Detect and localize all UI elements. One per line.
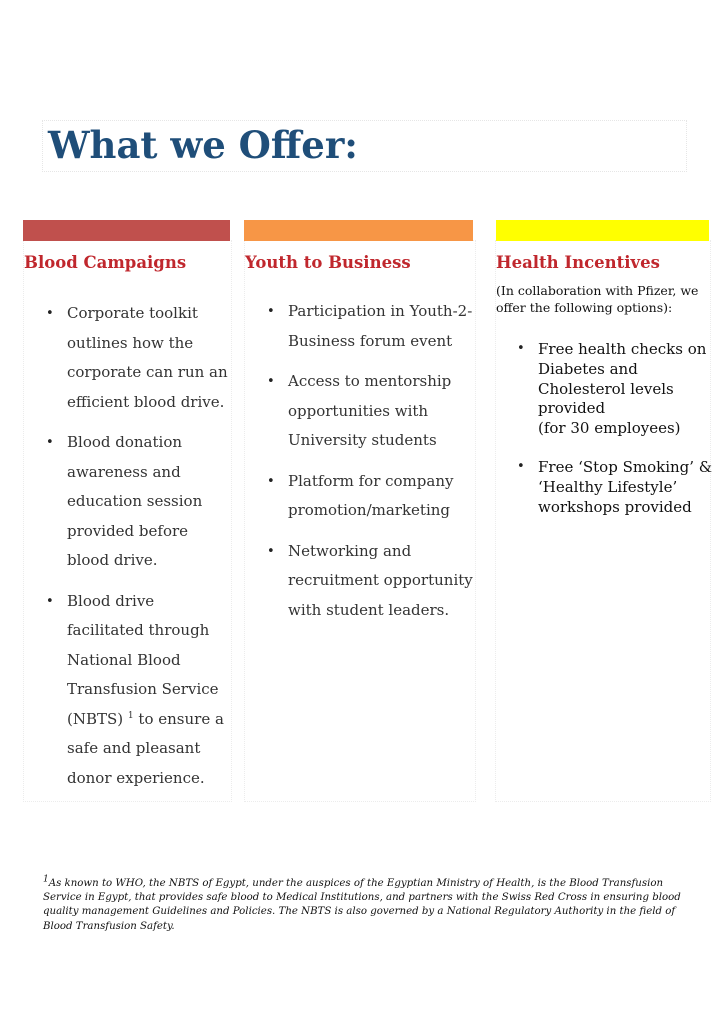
color-bar-health-incentives <box>496 220 709 241</box>
list-item-text: Free health checks on Diabetes and Cholesterol levels provided <box>538 340 707 418</box>
list-item: • Access to mentorship opportunities with University students <box>267 367 476 456</box>
list-item: • Networking and recruitment opportunity with student leaders. <box>267 537 476 626</box>
list-youth-to-business <box>267 297 476 636</box>
list-item-text: Blood drive facilitated through National Blood Transfusion Service (NBTS) <box>67 591 219 728</box>
list-item: • Platform for company promotion/marketing <box>267 467 476 526</box>
list-item: • Blood donation awareness and education session provided before blood drive. <box>46 428 230 576</box>
footnote <box>43 874 691 934</box>
list-blood-campaigns <box>46 299 230 804</box>
health-intro-text: (In collaboration with Pfizer, we offer the following options): <box>496 283 699 315</box>
page-title: What we Offer: <box>48 123 358 167</box>
heading-blood-campaigns: Blood Campaigns <box>24 253 187 272</box>
heading-health-incentives: Health Incentives <box>496 253 660 272</box>
list-item: • Corporate toolkit outlines how the corporate can run an efficient blood drive. <box>46 299 230 417</box>
list-item <box>517 340 717 439</box>
list-item <box>46 587 230 794</box>
list-item-note: (for 30 employees) <box>538 419 681 438</box>
color-bar-blood-campaigns <box>23 220 230 241</box>
list-health-incentives <box>517 340 717 536</box>
heading-youth-to-business: Youth to Business <box>245 253 411 272</box>
list-item-text-cont: to ensure a safe and pleasant donor experience. <box>67 709 224 787</box>
footnote-text: As known to WHO, the NBTS of Egypt, under the auspices of the Egyptian Ministry of Health, is the Blood Transfusion Service in Egypt, that provides safe blood to Medical Institutions, and partners with the Swiss Red Cross in ensuring blood quality management Guidelines and Policies. The NBTS is also governed by a National Regulatory Authority in the field of Blood Transfusion Safety. <box>43 878 681 932</box>
footnote-marker: 1 <box>43 874 49 885</box>
list-item: • Free ‘Stop Smoking’ & ‘Healthy Lifestyle’ workshops provided <box>517 458 717 517</box>
list-item: • Participation in Youth-2-Business forum event <box>267 297 476 356</box>
footnote-ref: 1 <box>127 710 134 721</box>
color-bar-youth-to-business <box>244 220 473 241</box>
